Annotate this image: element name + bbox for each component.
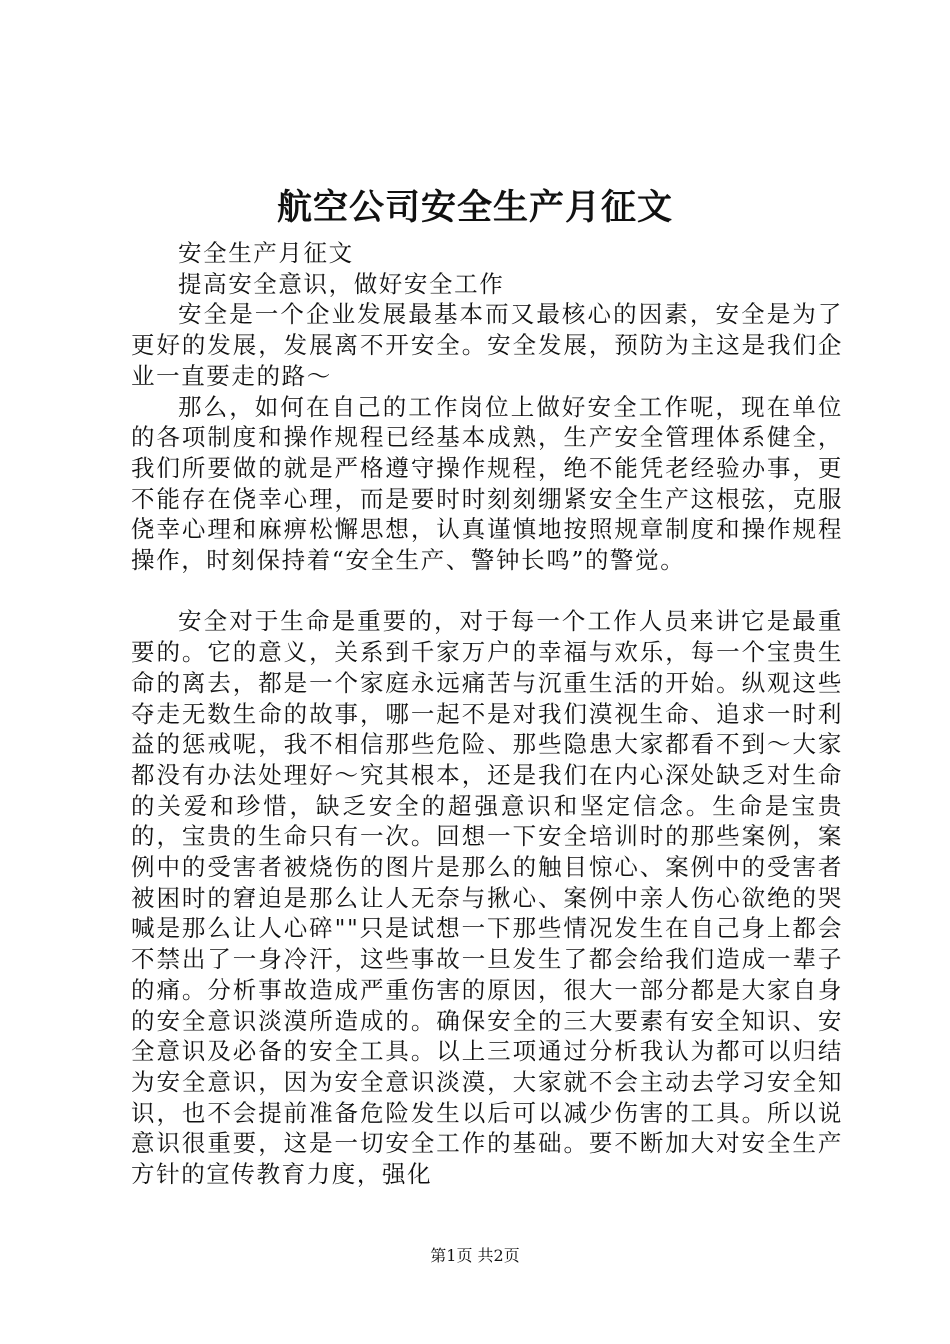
paragraph-intro: 安全是一个企业发展最基本而又最核心的因素，安全是为了更好的发展，发展离不开安全。安全发展，预防为主这是我们企业一直要走的路～ xyxy=(131,300,843,390)
paragraph-heading: 提高安全意识，做好安全工作 xyxy=(178,269,505,298)
document-body xyxy=(131,238,843,1190)
paragraph-subtitle: 安全生产月征文 xyxy=(178,239,354,267)
paragraph-gap xyxy=(131,576,843,607)
document-title: 航空公司安全生产月征文 xyxy=(276,187,673,228)
paragraph-life-safety: 安全对于生命是重要的，对于每一个工作人员来讲它是最重要的。它的意义，关系到千家万户的幸福与欢乐，每一个宝贵生命的离去，都是一个家庭永远痛苦与沉重生活的开始。纵观这些夺走无数生命的故事，哪一起不是对我们漠视生命、追求一时利益的惩戒呢，我不相信那些危险、那些隐患大家都看不到～大家都没有办法处理好～究其根本，还是我们在内心深处缺乏对生命的关爱和珍惜，缺乏安全的超强意识和坚定信念。生命是宝贵的，宝贵的生命只有一次。回想一下安全培训时的那些案例，案例中的受害者被烧伤的图片是那么的触目惊心、案例中的受害者被困时的窘迫是那么让人无奈与揪心、案例中亲人伤心欲绝的哭喊是那么让人心碎""只是试想一下那些情况发生在自己身上都会不禁出了一身冷汗，这些事故一旦发生了都会给我们造成一辈子的痛。分析事故造成严重伤害的原因，很大一部分都是大家自身的安全意识淡漠所造成的。确保安全的三大要素有安全知识、安全意识及必备的安全工具。以上三项通过分析我认为都可以归结为安全意识，因为安全意识淡漠，大家就不会主动去学习安全知识，也不会提前准备危险发生以后可以减少伤害的工具。所以说意识很重要，这是一切安全工作的基础。要不断加大对安全生产方针的宣传教育力度，强化 xyxy=(131,607,843,1189)
paragraph-work-safety: 那么，如何在自己的工作岗位上做好安全工作呢，现在单位的各项制度和操作规程已经基本成熟，生产安全管理体系健全，我们所要做的就是严格遵守操作规程，绝不能凭老经验办事，更不能存在侥幸心理，而是要时时刻刻绷紧安全生产这根弦，克服侥幸心理和麻痹松懈思想，认真谨慎地按照规章制度和操作规程操作，时刻保持着“安全生产、警钟长鸣”的警觉。 xyxy=(131,392,843,575)
page-number-footer: 第1页 共2页 xyxy=(430,1246,520,1265)
